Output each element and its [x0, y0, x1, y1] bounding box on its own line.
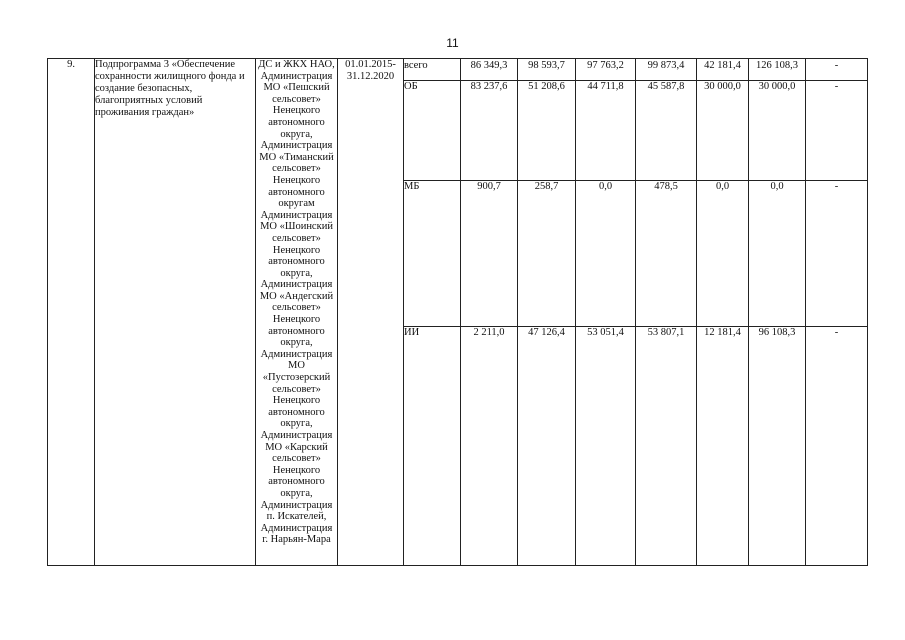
responsible-line: автономного	[268, 256, 325, 268]
responsible-line: МО «Карский	[265, 441, 328, 453]
responsible-line: сельсовет»	[272, 232, 321, 244]
period-start: 01.01.2015-	[345, 59, 396, 70]
responsible-line: сельсовет»	[272, 383, 321, 395]
responsible-line: Ненецкого	[272, 174, 321, 186]
responsible-line: автономного	[268, 325, 325, 337]
responsible-line: МО «Андегский	[259, 290, 334, 302]
responsible-line: Ненецкого	[272, 244, 321, 256]
responsible-line: Администрация	[260, 522, 333, 534]
subprogram-name: Подпрограмма 3 «Обеспечение сохранности жилищного фонда и создание безопасных, благоприятных условий проживания граждан»	[95, 59, 256, 566]
value-cell: 0,0	[576, 181, 636, 327]
responsible-line: сельсовет»	[272, 93, 321, 105]
responsible-line: Администрация	[260, 430, 333, 441]
responsible-line: ДС и ЖКХ НАО,	[258, 59, 335, 70]
responsible-line: МО «Тиманский	[259, 151, 334, 163]
responsible-line: автономного	[268, 476, 325, 488]
responsible-line: сельсовет»	[272, 163, 321, 175]
value-cell: 0,0	[749, 181, 806, 327]
source-label: ОБ	[404, 81, 461, 181]
responsible-line: округам	[278, 198, 315, 210]
value-cell: 96 108,3	[749, 327, 806, 566]
source-label: ИИ	[404, 327, 461, 566]
value-cell: 258,7	[518, 181, 576, 327]
responsible-line: Ненецкого	[272, 395, 321, 407]
responsible-line: МО «Шоинский	[260, 221, 333, 233]
value-cell: 83 237,6	[461, 81, 518, 181]
responsible-executors	[256, 59, 338, 566]
responsible-line: «Пустозерский	[262, 372, 331, 384]
value-cell: -	[806, 181, 868, 327]
page-number: 11	[446, 36, 459, 50]
row-number: 9.	[48, 59, 95, 566]
responsible-line: Администрация	[260, 348, 333, 360]
responsible-line: Администрация	[260, 279, 333, 291]
responsible-line: МО	[288, 360, 305, 372]
value-cell: 42 181,4	[697, 59, 749, 81]
responsible-line: автономного	[268, 116, 325, 128]
responsible-line: Администрация	[260, 140, 333, 152]
responsible-line: г. Нарьян-Мара	[262, 534, 331, 546]
responsible-line: п. Искателей,	[266, 511, 327, 523]
value-cell: 97 763,2	[576, 59, 636, 81]
responsible-lines	[256, 59, 337, 546]
value-cell: 478,5	[636, 181, 697, 327]
responsible-line: округа,	[280, 337, 313, 349]
period-end: 31.12.2020	[346, 71, 395, 82]
source-label: всего	[404, 59, 461, 81]
responsible-line: МО «Пешский	[263, 82, 330, 94]
value-cell: 47 126,4	[518, 327, 576, 566]
responsible-line: Администрация	[260, 70, 333, 82]
value-cell: 2 211,0	[461, 327, 518, 566]
value-cell: 45 587,8	[636, 81, 697, 181]
responsible-line: автономного	[268, 186, 325, 198]
value-cell: -	[806, 327, 868, 566]
responsible-line: округа,	[280, 128, 313, 140]
responsible-line: Администрация	[260, 499, 333, 511]
value-cell: -	[806, 59, 868, 81]
value-cell: 30 000,0	[697, 81, 749, 181]
value-cell: 53 807,1	[636, 327, 697, 566]
responsible-line: округа,	[280, 267, 313, 279]
value-cell: 98 593,7	[518, 59, 576, 81]
responsible-line: сельсовет»	[272, 453, 321, 465]
implementation-period	[338, 59, 404, 566]
value-cell: 900,7	[461, 181, 518, 327]
value-cell: 12 181,4	[697, 327, 749, 566]
responsible-line: автономного	[268, 406, 325, 418]
source-label: МБ	[404, 181, 461, 327]
table-row	[48, 59, 868, 81]
responsible-line: Ненецкого	[272, 464, 321, 476]
responsible-line: округа,	[280, 418, 313, 430]
value-cell: 30 000,0	[749, 81, 806, 181]
responsible-line: сельсовет»	[272, 302, 321, 314]
value-cell: 126 108,3	[749, 59, 806, 81]
program-table	[47, 58, 868, 566]
responsible-line: Администрация	[260, 209, 333, 221]
value-cell: 0,0	[697, 181, 749, 327]
responsible-line: округа,	[280, 487, 313, 499]
responsible-line: Ненецкого	[272, 314, 321, 326]
value-cell: 53 051,4	[576, 327, 636, 566]
responsible-line: Ненецкого	[272, 105, 321, 117]
value-cell: 99 873,4	[636, 59, 697, 81]
value-cell: 51 208,6	[518, 81, 576, 181]
value-cell: 86 349,3	[461, 59, 518, 81]
value-cell: -	[806, 81, 868, 181]
value-cell: 44 711,8	[576, 81, 636, 181]
